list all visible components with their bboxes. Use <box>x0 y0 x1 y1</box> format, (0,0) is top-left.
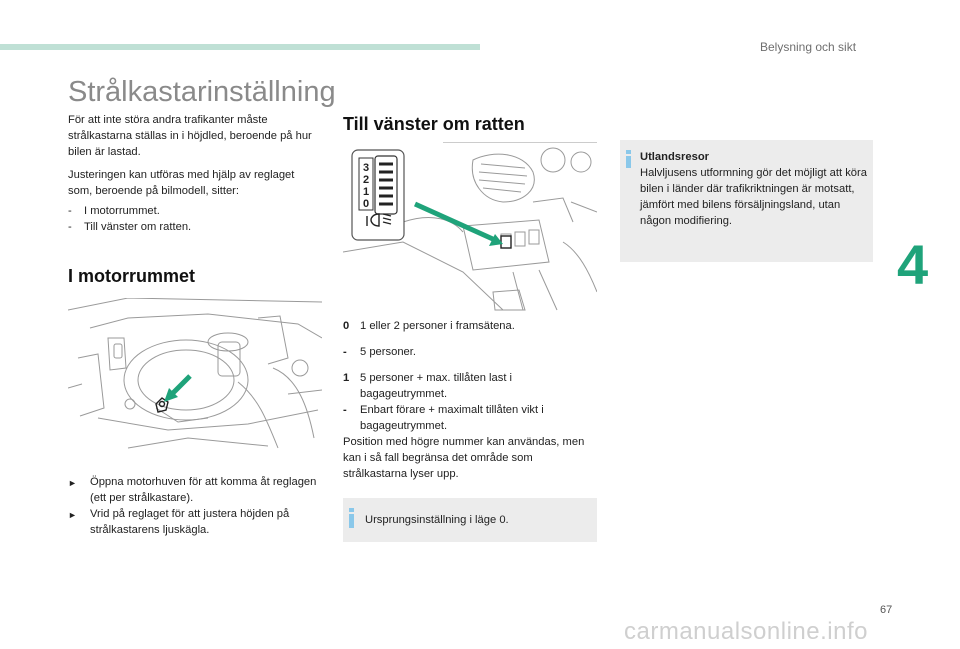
position-row: 1 5 personer + max. tillåten last i bagageutrymmet. <box>343 372 513 400</box>
engine-step-2: ► Vrid på reglaget för att justera höjden på strålkastarens ljuskägla. <box>68 508 290 536</box>
left-wheel-heading: Till vänster om ratten <box>343 114 525 134</box>
dial-label-2: 2 <box>362 174 370 186</box>
arrow-bullet-icon: ► <box>68 510 77 520</box>
location-options <box>68 203 318 235</box>
dial-label-1: 1 <box>362 186 370 198</box>
engine-steps <box>68 474 318 538</box>
initial-setting-text: Ursprungsinställning i läge 0. <box>365 514 509 526</box>
info-marker-icon <box>349 508 354 528</box>
dial-label-0: 0 <box>362 198 370 210</box>
engine-step-1: ► Öppna motorhuven för att komma åt reglagen (ett per strålkastare). <box>68 476 317 504</box>
option-left-of-wheel: - Till vänster om ratten. <box>68 219 318 235</box>
chapter-number: 4 <box>897 233 929 296</box>
dashboard-illustration <box>343 142 597 312</box>
header-accent-bar <box>0 44 480 50</box>
option-engine-bay: - I motorrummet. <box>68 203 318 219</box>
section-title: Belysning och sikt <box>760 40 857 54</box>
engine-section-heading: I motorrummet <box>68 266 196 286</box>
abroad-note-text: Halvljusens utformning gör det möjligt att köra bilen i länder där trafikriktningen är motsatt, jämfört med bilens försäljningsland, utan någon modifiering. <box>640 167 867 227</box>
abroad-note-title: Utlandsresor <box>640 151 710 163</box>
engine-bay-illustration <box>68 298 322 456</box>
position-row: 0 1 eller 2 personer i framsätena. <box>343 320 515 332</box>
abroad-note <box>620 140 873 262</box>
arrow-bullet-icon: ► <box>68 478 77 488</box>
load-positions <box>343 318 593 444</box>
position-row: - Enbart förare + maximalt tillåten vikt i bagageutrymmet. <box>343 404 544 432</box>
watermark: carmanualsonline.info <box>624 618 868 645</box>
position-row: - 5 personer. <box>343 346 416 358</box>
position-note: Position med högre nummer kan användas, men kan i så fall begränsa det område som strålkastarna lyser upp. <box>343 436 585 480</box>
page-number: 67 <box>880 604 893 616</box>
page-title: Strålkastarinställning <box>68 76 336 108</box>
intro-paragraph-1: För att inte störa andra trafikanter måste strålkastarna ställas in i höjdled, beroende på hur bilen är lastad. <box>68 114 312 158</box>
info-marker-icon <box>626 150 631 168</box>
intro-paragraph-2: Justeringen kan utföras med hjälp av reglaget som, beroende på bilmodell, sitter: <box>68 169 295 197</box>
dial-label-3: 3 <box>362 162 370 174</box>
initial-setting-note <box>343 498 597 542</box>
intro-block <box>68 112 318 235</box>
